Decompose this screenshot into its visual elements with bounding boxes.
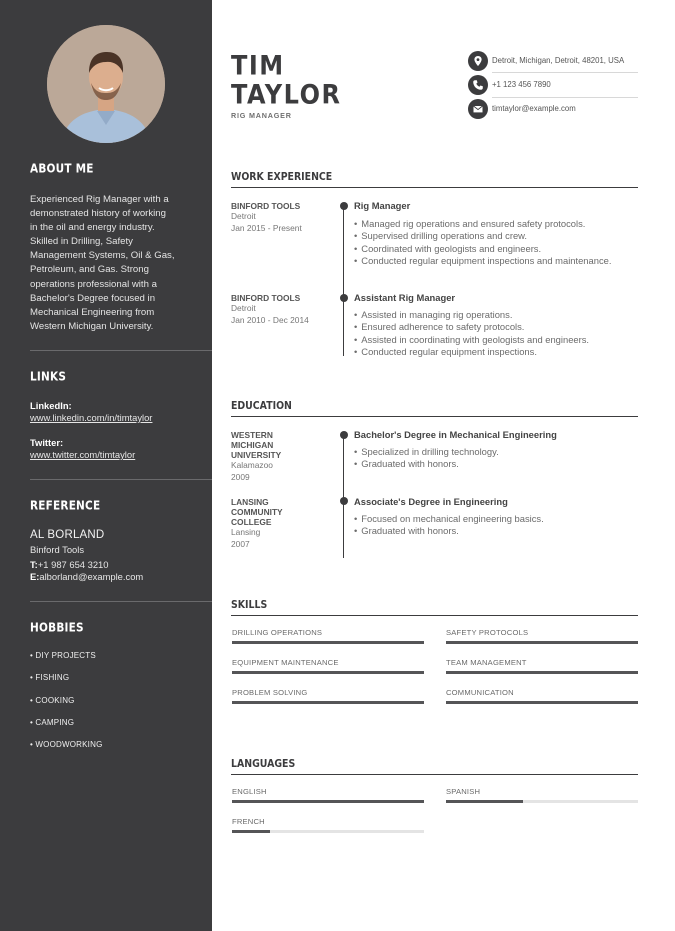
education-bullets: [354, 446, 499, 471]
education-bullet: • Graduated with honors.: [354, 525, 544, 537]
work-company: BINFORD TOOLS: [231, 293, 301, 303]
degree-title: Associate's Degree in Engineering: [354, 496, 508, 507]
links-title: LINKS: [30, 370, 67, 384]
contact-email-row: [468, 99, 638, 121]
last-name: TAYLOR: [231, 79, 342, 111]
section-rule: [231, 416, 638, 417]
about-line: operations professional with a: [30, 278, 157, 290]
education-bullets: [354, 513, 544, 538]
job-title: RIG MANAGER: [231, 111, 292, 120]
hobby-item: • CAMPING: [30, 718, 75, 727]
section-rule: [231, 774, 638, 775]
work-dates: Jan 2010 - Dec 2014: [231, 315, 309, 325]
hobby-item: • COOKING: [30, 696, 75, 705]
timeline-dot: [340, 497, 348, 505]
skill-bar-fill: [232, 641, 424, 644]
reference-email-row: [30, 571, 143, 582]
language-bar-fill: [232, 830, 270, 833]
skill-label: DRILLING OPERATIONS: [232, 628, 323, 637]
skill-bar-fill: [232, 671, 424, 674]
contact-phone-row: [468, 75, 638, 97]
first-name: TIM: [231, 50, 285, 82]
education-bullet: • Graduated with honors.: [354, 458, 499, 470]
reference-email: alborland@example.com: [39, 571, 144, 582]
language-label: SPANISH: [446, 787, 481, 796]
language-bar: [232, 830, 424, 833]
about-line: Petroleum, and Gas. Strong: [30, 264, 149, 276]
sidebar-divider: [30, 479, 212, 480]
reference-phone-row: [30, 559, 108, 570]
contact-divider: [492, 97, 638, 98]
work-bullets: [354, 309, 589, 359]
about-line: Experienced Rig Manager with a: [30, 194, 169, 205]
contact-divider: [492, 72, 638, 73]
school-name-line: COLLEGE: [231, 517, 272, 527]
skill-bar: [232, 701, 424, 704]
school-name-line: LANSING: [231, 497, 269, 507]
contact-address: Detroit, Michigan, Detroit, 48201, USA: [492, 56, 625, 65]
reference-email-label: E:: [30, 571, 40, 582]
reference-name: AL BORLAND: [30, 529, 105, 541]
skill-label: EQUIPMENT MAINTENANCE: [232, 658, 339, 667]
skill-bar-fill: [446, 641, 638, 644]
work-company: BINFORD TOOLS: [231, 201, 301, 211]
education-bullet: • Specialized in drilling technology.: [354, 446, 499, 458]
hobbies-title: HOBBIES: [30, 621, 84, 635]
education-bullet: • Focused on mechanical engineering basics.: [354, 513, 544, 525]
skill-bar: [232, 641, 424, 644]
about-line: Skilled in Drilling, Safety: [30, 236, 133, 248]
languages-section-title: LANGUAGES: [231, 758, 296, 771]
education-section-title: EDUCATION: [231, 400, 292, 413]
work-location: Detroit: [231, 211, 256, 221]
timeline-dot: [340, 202, 348, 210]
section-rule: [231, 615, 638, 616]
work-dates: Jan 2015 - Present: [231, 223, 302, 233]
work-location: Detroit: [231, 303, 256, 313]
skill-bar-fill: [232, 701, 424, 704]
skill-label: PROBLEM SOLVING: [232, 688, 308, 697]
work-role: Rig Manager: [354, 200, 411, 211]
work-bullet: • Supervised drilling operations and crew.: [354, 230, 611, 242]
envelope-icon: [468, 99, 488, 119]
reference-phone-label: T:: [30, 559, 38, 570]
work-timeline: [343, 206, 344, 356]
about-title: ABOUT ME: [30, 162, 94, 176]
phone-icon: [468, 75, 488, 95]
about-line: Bachelor's Degree focused in: [30, 292, 156, 304]
work-bullet: • Assisted in managing rig operations.: [354, 309, 589, 321]
skill-bar-fill: [446, 671, 638, 674]
work-bullet: • Assisted in coordinating with geologists and engineers.: [354, 334, 589, 346]
language-bar: [232, 800, 424, 803]
school-name-line: COMMUNITY: [231, 507, 283, 517]
contact-email: timtaylor@example.com: [492, 104, 576, 113]
school-name-line: MICHIGAN: [231, 440, 274, 450]
reference-title: REFERENCE: [30, 499, 101, 513]
about-line: Management Systems, Oil & Gas,: [30, 250, 175, 262]
hobby-item: • WOODWORKING: [30, 740, 103, 749]
skill-label: TEAM MANAGEMENT: [446, 658, 527, 667]
work-bullets: [354, 218, 611, 268]
twitter-label: Twitter:: [30, 437, 64, 448]
language-bar-fill: [446, 800, 523, 803]
timeline-dot: [340, 294, 348, 302]
twitter-link[interactable]: www.twitter.com/timtaylor: [30, 449, 136, 460]
profile-photo: [47, 25, 165, 143]
school-name: [231, 497, 331, 527]
hobby-item: • FISHING: [30, 673, 70, 682]
school-name-line: WESTERN: [231, 430, 273, 440]
skill-bar: [446, 701, 638, 704]
degree-title: Bachelor's Degree in Mechanical Engineering: [354, 429, 557, 440]
hobby-item: • DIY PROJECTS: [30, 651, 96, 660]
work-bullet: • Conducted regular equipment inspections and maintenance.: [354, 255, 611, 267]
skill-bar-fill: [446, 701, 638, 704]
about-line: Western Michigan University.: [30, 320, 154, 332]
language-label: ENGLISH: [232, 787, 267, 796]
contact-phone: +1 123 456 7890: [492, 80, 551, 89]
timeline-dot: [340, 431, 348, 439]
reference-company: Binford Tools: [30, 544, 85, 555]
language-label: FRENCH: [232, 817, 265, 826]
work-bullet: • Ensured adherence to safety protocols.: [354, 321, 589, 333]
skills-section-title: SKILLS: [231, 599, 268, 612]
work-bullet: • Conducted regular equipment inspections.: [354, 346, 589, 358]
about-line: in the oil and energy industry.: [30, 222, 155, 234]
work-section-title: WORK EXPERIENCE: [231, 171, 333, 184]
skill-bar: [446, 641, 638, 644]
person-portrait-icon: [47, 25, 165, 143]
about-line: Mechanical Engineering from: [30, 306, 155, 318]
about-line: demonstrated history of working: [30, 208, 166, 220]
school-name-line: UNIVERSITY: [231, 450, 282, 460]
school-year: 2007: [231, 539, 250, 549]
skill-bar: [446, 671, 638, 674]
sidebar-divider: [30, 601, 212, 602]
linkedin-link[interactable]: www.linkedin.com/in/timtaylor: [30, 412, 153, 423]
sidebar: [0, 0, 212, 931]
work-role: Assistant Rig Manager: [354, 292, 456, 303]
about-text: [30, 193, 190, 334]
work-bullet: • Coordinated with geologists and engineers.: [354, 243, 611, 255]
school-location: Lansing: [231, 527, 261, 537]
section-rule: [231, 187, 638, 188]
school-name: [231, 430, 331, 460]
skill-bar: [232, 671, 424, 674]
school-year: 2009: [231, 472, 250, 482]
language-bar-fill: [232, 800, 424, 803]
skill-label: COMMUNICATION: [446, 688, 514, 697]
skill-label: SAFETY PROTOCOLS: [446, 628, 529, 637]
work-bullet: • Managed rig operations and ensured safety protocols.: [354, 218, 611, 230]
language-bar: [446, 800, 638, 803]
reference-phone: +1 987 654 3210: [37, 559, 109, 570]
school-location: Kalamazoo: [231, 460, 273, 470]
contact-address-row: [468, 51, 638, 73]
sidebar-divider: [30, 350, 212, 351]
location-pin-icon: [468, 51, 488, 71]
linkedin-label: LinkedIn:: [30, 400, 72, 411]
